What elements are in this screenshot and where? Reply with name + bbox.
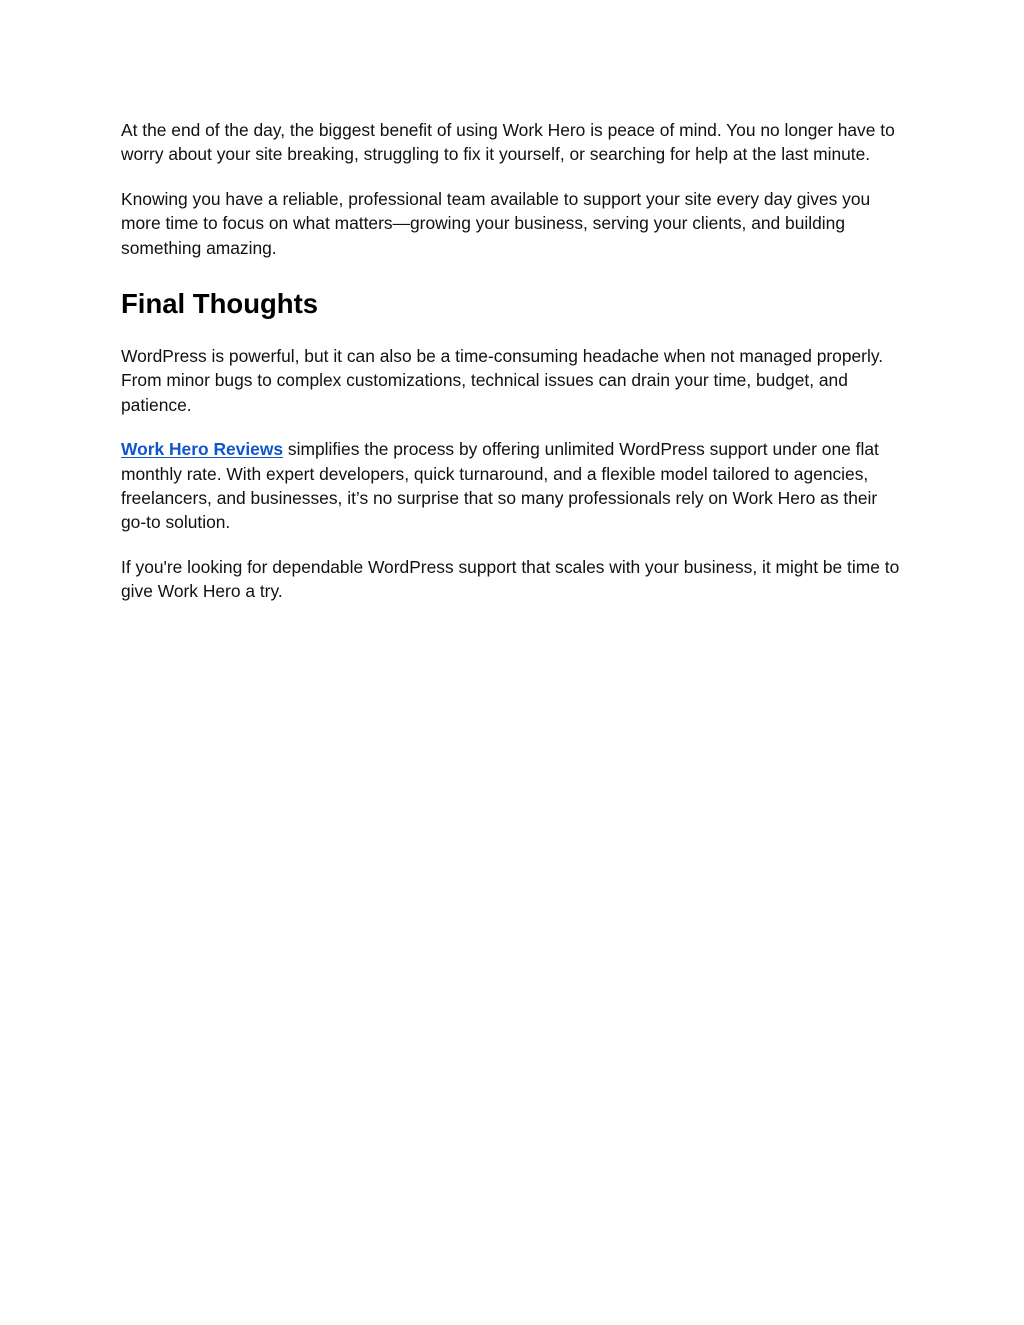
paragraph-wordpress-intro: WordPress is powerful, but it can also be a time-consuming headache when not managed properly. From minor bugs to complex customizations, technical issues can drain your time, budget, and patience. (121, 346, 884, 415)
paragraph-peace-of-mind: At the end of the day, the biggest benefit of using Work Hero is peace of mind. You no longer have to worry about your site breaking, struggling to fix it yourself, or searching for help at the last minute. (121, 120, 895, 165)
paragraph-closing: If you're looking for dependable WordPress support that scales with your business, it might be time to give Work Hero a try. (121, 556, 900, 602)
paragraph-work-hero-reviews-text: simplifies the process by offering unlimited WordPress support under one flat monthly rate. With expert developers, quick turnaround, and a flexible model tailored to agencies, freelancers, and businesses, it’s no surprise that so many professionals rely on Work Hero as their go-to solution. (121, 439, 879, 533)
work-hero-reviews-link[interactable]: Work Hero Reviews (121, 439, 284, 460)
paragraph-reliable-team: Knowing you have a reliable, professional team available to support your site every day gives you more time to focus on what matters—growing your business, serving your clients, and building something amazing. (121, 188, 871, 258)
section-heading: Final Thoughts (121, 288, 319, 320)
paragraph-work-hero-reviews (121, 437, 902, 535)
